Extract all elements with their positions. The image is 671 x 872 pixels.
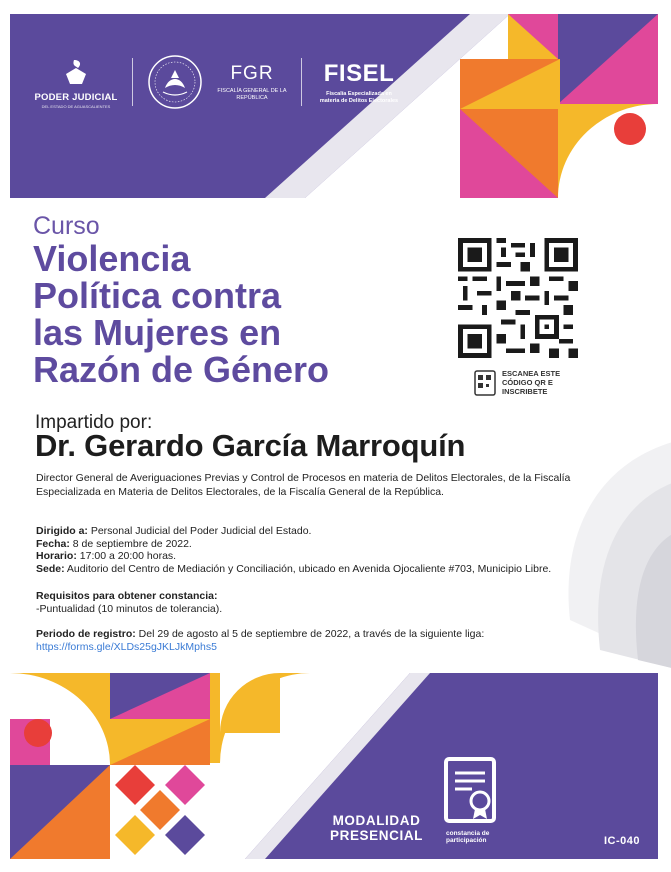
course-title-line: las Mujeres en <box>33 312 282 353</box>
logo-divider <box>301 58 302 106</box>
course-label: Curso <box>33 212 100 240</box>
fisel-sub: Fiscalía Especializada en materia de Delitos Electorales <box>319 91 399 104</box>
detail-label: Fecha: <box>36 537 70 550</box>
detail-sede <box>36 563 656 576</box>
phone-qr-icon <box>474 370 496 396</box>
registration-link[interactable]: https://forms.gle/XLDs25gJKLJkMphs5 <box>36 641 217 653</box>
fisel-logo <box>316 60 402 104</box>
fgr-logo <box>217 63 287 101</box>
detail-label: Sede: <box>36 562 65 575</box>
course-title <box>33 240 433 388</box>
logo-divider <box>132 58 133 106</box>
detail-fecha <box>36 538 656 551</box>
modality <box>330 813 423 843</box>
registration-period <box>36 628 656 654</box>
requirements <box>36 590 222 616</box>
fisel-name: FISEL <box>323 60 395 87</box>
course-title-line: Política contra <box>33 275 282 316</box>
requirements-item: -Puntualidad (10 minutos de tolerancia). <box>36 603 223 615</box>
detail-horario <box>36 550 656 563</box>
detail-value: 8 de septiembre de 2022. <box>69 537 192 550</box>
registration-value: Del 29 de agosto al 5 de septiembre de 2022, a través de la siguiente liga: <box>135 628 485 640</box>
speaker-bio: Director General de Averiguaciones Previas y Control de Procesos en materia de Delitos Electorales, de la Fiscalía Especializada en Materia de Delitos Electorales, de la Fiscalía General de la República. <box>36 472 571 498</box>
detail-value: 17:00 a 20:00 horas. <box>76 550 177 562</box>
logo-row <box>34 54 402 110</box>
certificate-label: constancia de participación <box>446 830 490 844</box>
detail-value: Auditorio del Centro de Mediación y Conciliación, ubicado en Avenida Ojocaliente #703, Municipio Libre. <box>64 562 552 575</box>
poder-judicial-logo <box>34 56 118 109</box>
fgr-sub: FISCALÍA GENERAL DE LA REPÚBLICA <box>217 88 287 101</box>
detail-dirigido <box>36 525 656 538</box>
detail-value: Personal Judicial del Poder Judicial del Estado. <box>87 525 312 537</box>
poder-judicial-icon <box>60 56 92 88</box>
national-seal-icon <box>147 54 203 110</box>
course-title-line: Violencia <box>33 238 191 279</box>
detail-label: Dirigido a: <box>36 525 88 537</box>
poder-judicial-name: PODER JUDICIAL <box>34 91 118 103</box>
modality-label: MODALIDAD <box>332 813 421 828</box>
speaker-intro: Impartido por: <box>35 412 153 433</box>
requirements-label: Requisitos para obtener constancia: <box>36 590 218 602</box>
event-details <box>36 525 656 575</box>
modality-value: PRESENCIAL <box>330 828 424 843</box>
fgr-name: FGR <box>230 63 274 84</box>
footer-banner <box>10 673 658 859</box>
qr-caption <box>474 369 566 396</box>
course-code: IC-040 <box>604 835 641 847</box>
poder-judicial-sub: DEL ESTADO DE AGUASCALIENTES <box>41 103 111 109</box>
registration-qr-code[interactable] <box>458 238 578 358</box>
certificate-icon <box>442 757 498 835</box>
speaker-name: Dr. Gerardo García Marroquín <box>35 428 466 463</box>
registration-label: Periodo de registro: <box>36 628 136 640</box>
qr-caption-text: ESCANEA ESTE CÓDIGO QR E INSCRIBETE <box>502 369 561 396</box>
course-title-line: Razón de Género <box>33 349 330 390</box>
header-banner <box>10 14 658 198</box>
detail-label: Horario: <box>36 550 77 562</box>
